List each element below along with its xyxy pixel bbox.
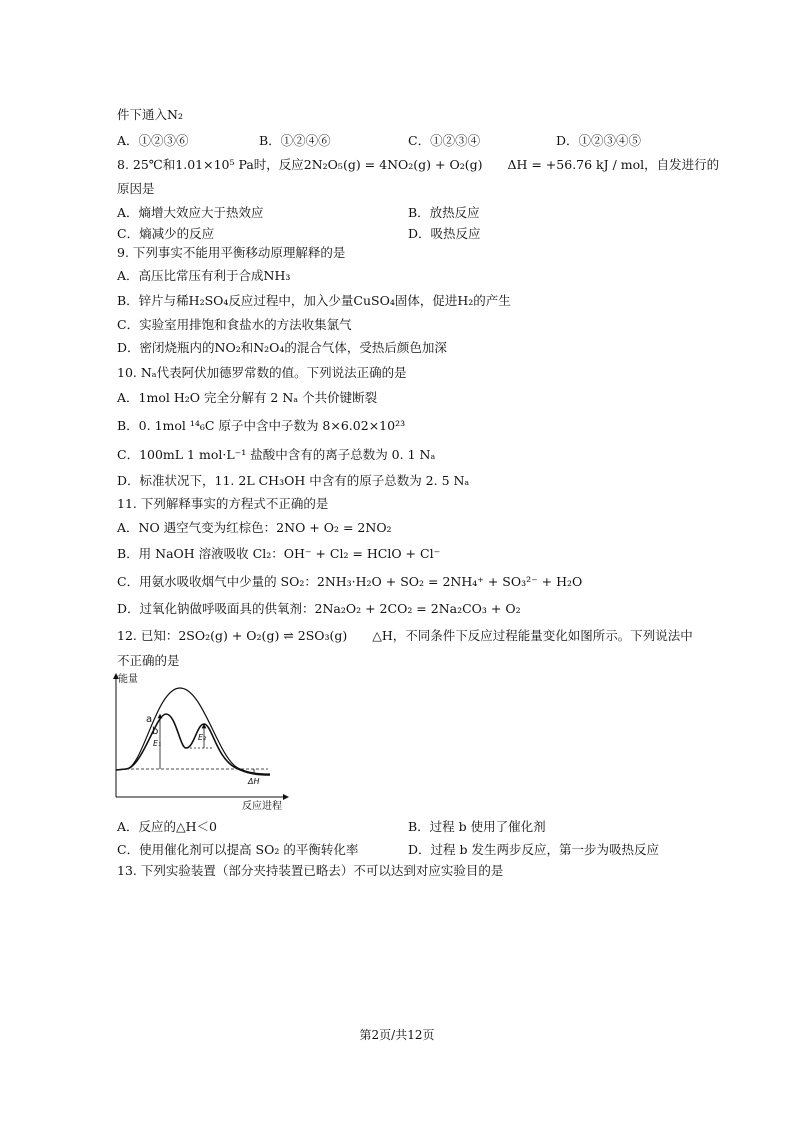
q9-option-a[interactable]: A．高压比常压有利于合成NH₃	[117, 268, 291, 283]
q7-option-b[interactable]: B．①②④⑥	[259, 133, 331, 148]
q7-option-a[interactable]: A．①②③⑥	[117, 133, 189, 148]
q12-option-b[interactable]: B．过程 b 使用了催化剂	[408, 819, 546, 834]
label-e1: E₁	[153, 739, 162, 748]
energy-profile-diagram	[108, 670, 298, 815]
q10-option-d[interactable]: D．标准状况下，11. 2L CH₃OH 中含有的原子总数为 2. 5 Nₐ	[117, 473, 470, 488]
q8-option-b[interactable]: B．放热反应	[408, 205, 480, 220]
q11-option-a[interactable]: A．NO 遇空气变为红棕色：2NO + O₂ = 2NO₂	[117, 520, 392, 535]
q9-option-b[interactable]: B．锌片与稀H₂SO₄反应过程中，加入少量CuSO₄固体，促进H₂的产生	[117, 293, 511, 308]
q8-option-d[interactable]: D．吸热反应	[408, 226, 481, 241]
label-a: a	[146, 714, 153, 725]
q8-stem-line2: 原因是	[117, 181, 155, 196]
q9-option-c[interactable]: C．实验室用排饱和食盐水的方法收集氯气	[117, 317, 352, 332]
q11-option-c[interactable]: C．用氨水吸收烟气中少量的 SO₂：2NH₃·H₂O + SO₂ = 2NH₄⁺ + SO₃²⁻ + H₂O	[117, 574, 583, 589]
q11-stem: 11. 下列解释事实的方程式不正确的是	[117, 496, 329, 511]
q8-stem-line1: 8. 25℃和1.01×10⁵ Pa时，反应2N₂O₅(g) = 4NO₂(g) + O₂(g) ΔH = +56.76 kJ / mol，自发进行的	[117, 157, 720, 172]
q12-option-a[interactable]: A．反应的△H＜0	[117, 819, 217, 834]
q12-stem-line1: 12. 已知：2SO₂(g) + O₂(g) ⇌ 2SO₃(g) △H，不同条件下反应过程能量变化如图所示。下列说法中	[117, 628, 693, 643]
curve-a	[116, 688, 270, 774]
q8-option-c[interactable]: C．熵减少的反应	[117, 226, 215, 241]
q11-option-d[interactable]: D．过氧化钠做呼吸面具的供氧剂：2Na₂O₂ + 2CO₂ = 2Na₂CO₃ + O₂	[117, 601, 521, 616]
q13-stem: 13. 下列实验装置（部分夹持装置已略去）不可以达到对应实验目的是	[117, 863, 504, 878]
q11-option-b[interactable]: B．用 NaOH 溶液吸收 Cl₂：OH⁻ + Cl₂ = HClO + Cl⁻	[117, 546, 441, 561]
y-axis-label: 能量	[118, 674, 138, 685]
q10-option-b[interactable]: B．0. 1mol ¹⁴₆C 原子中含中子数为 8×6.02×10²³	[117, 418, 406, 433]
x-axis-label: 反应进程	[242, 801, 282, 812]
q9-option-d[interactable]: D．密闭烧瓶内的NO₂和N₂O₄的混合气体，受热后颜色加深	[117, 340, 447, 355]
q12-stem-line2: 不正确的是	[117, 653, 180, 668]
q10-stem: 10. Nₐ代表阿伏加德罗常数的值。下列说法正确的是	[117, 365, 407, 380]
q12-option-d[interactable]: D．过程 b 发生两步反应，第一步为吸热反应	[408, 842, 659, 857]
q8-option-a[interactable]: A．熵增大效应大于热效应	[117, 205, 264, 220]
label-b: b	[152, 726, 159, 737]
curve-b	[116, 714, 270, 775]
page-footer: 第2页/共12页	[359, 1028, 435, 1042]
q10-option-c[interactable]: C．100mL 1 mol·L⁻¹ 盐酸中含有的离子总数为 0. 1 Nₐ	[117, 447, 436, 462]
q10-option-a[interactable]: A．1mol H₂O 完全分解有 2 Nₐ 个共价键断裂	[117, 390, 378, 405]
label-dh: ΔH	[248, 777, 260, 786]
q7-option-d[interactable]: D．①②③④⑤	[556, 133, 642, 148]
q7-option-c[interactable]: C．①②③④	[408, 133, 481, 148]
label-e2: E₂	[198, 733, 207, 742]
q9-stem: 9. 下列事实不能用平衡移动原理解释的是	[117, 245, 346, 260]
q7-stem-tail: 件下通入N₂	[117, 107, 183, 122]
q12-option-c[interactable]: C．使用催化剂可以提高 SO₂ 的平衡转化率	[117, 842, 359, 857]
